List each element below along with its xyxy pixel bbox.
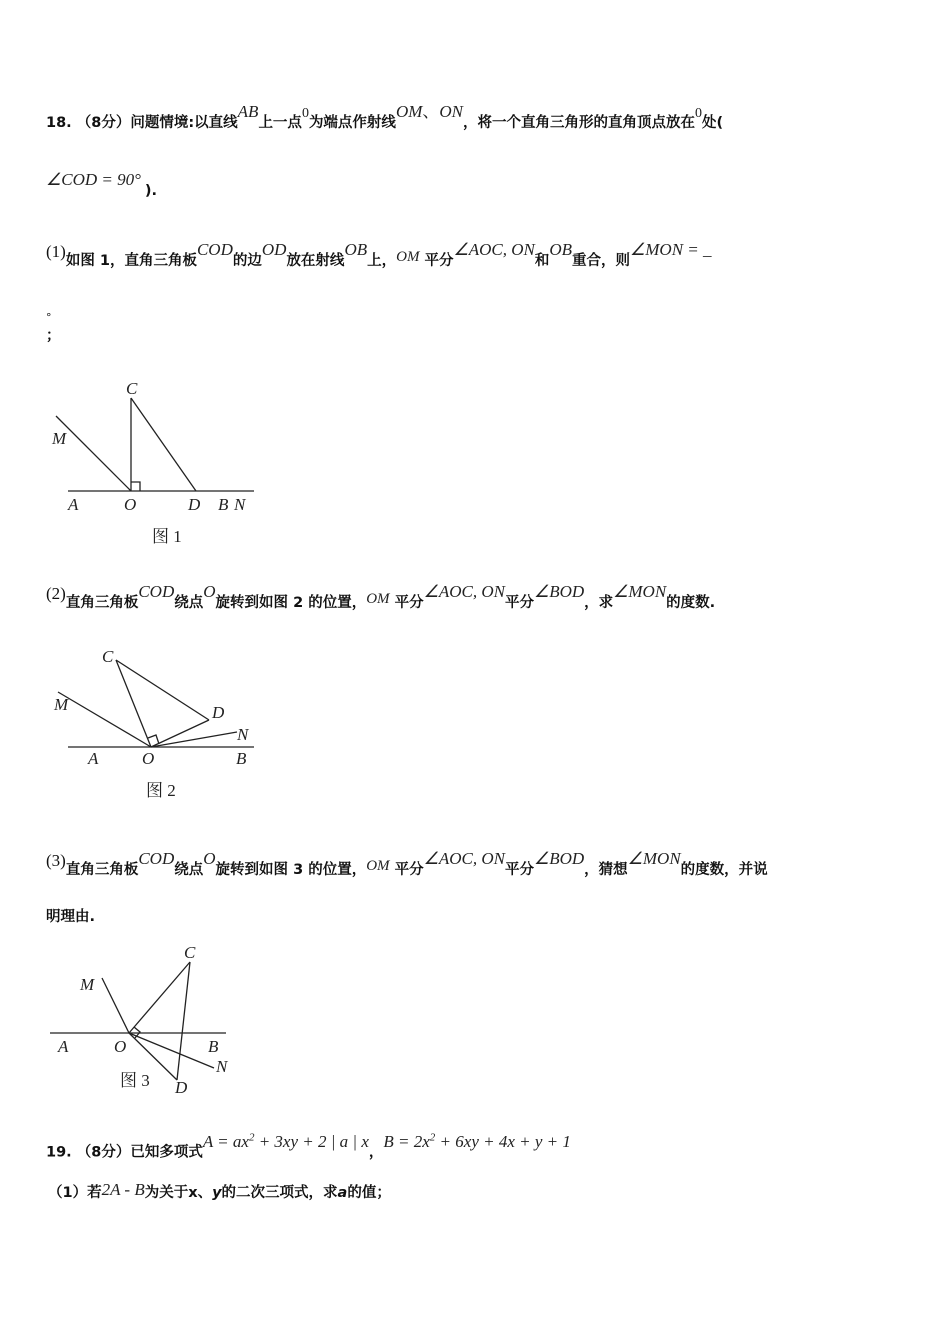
part-text: ，求 (584, 595, 614, 611)
score: （8分） (76, 1144, 131, 1161)
segment-oc (129, 962, 190, 1033)
label-m: M (80, 975, 95, 994)
math-aoc: ∠AOC, ON (423, 849, 505, 868)
ray-on (151, 732, 237, 747)
label-c: C (102, 647, 114, 666)
intro-text: 已知多项式 (130, 1144, 203, 1161)
caption-fig2: 图 2 (146, 781, 176, 800)
label-d: D (175, 1078, 188, 1097)
poly-a (203, 1132, 369, 1151)
part-text: 直角三角板 (65, 862, 139, 878)
part-text: 和 (534, 253, 550, 269)
intro-text: 上一点 (258, 115, 302, 131)
math-o: 0 (301, 106, 309, 121)
degree-mark: ° (46, 311, 52, 324)
poly-b-rest: + 6xy + 4x + y + 1 (435, 1131, 571, 1151)
label-c: C (126, 379, 138, 398)
caption-fig3: 图 3 (120, 1071, 150, 1090)
part-text: 、 (197, 1185, 213, 1201)
segment-cd (177, 962, 190, 1080)
var-x: x (188, 1185, 198, 1201)
part-label: (1) (46, 242, 66, 261)
part-text: 平分 (394, 862, 424, 878)
poly-b-lhs: B = 2x (383, 1131, 430, 1151)
math-o: O (203, 582, 216, 601)
ray-om (56, 416, 131, 491)
var-a: a (337, 1185, 348, 1201)
math-mon: ∠MON (627, 849, 681, 868)
part-text: 平分 (504, 595, 534, 611)
label-d: D (188, 495, 201, 514)
math-o: 0 (695, 106, 703, 121)
q18-part3 (46, 849, 768, 880)
math-mon: ∠MON (613, 582, 667, 601)
q18-part2 (46, 582, 716, 613)
part-text: 平分 (394, 595, 424, 611)
math-ab: AB (237, 102, 259, 121)
math-o: O (203, 849, 216, 868)
math-angle-cod: ∠COD = 90° (46, 170, 141, 189)
segment-cd (116, 660, 209, 720)
intro-text: ，将一个直角三角形的直角顶点放在 (463, 115, 696, 131)
part-text: 的度数，并说 (680, 862, 768, 878)
intro-text: ， (368, 1144, 384, 1161)
segment-od (151, 720, 209, 747)
part-text: 旋转到如图 2 的位置， (215, 595, 367, 611)
label-a: A (68, 495, 79, 514)
math-om: OM (366, 591, 390, 607)
label-b: B (218, 495, 229, 514)
part-text: 如图 1，直角三角板 (65, 253, 197, 269)
score: （8分） (76, 115, 131, 131)
figure-1 (44, 372, 264, 552)
q18-angle-line (46, 170, 158, 201)
part-text: 绕点 (174, 595, 204, 611)
math-od: OD (261, 240, 287, 259)
q18-intro-line (46, 102, 724, 134)
intro-text: 、 (422, 102, 440, 121)
math-om: OM (395, 102, 423, 121)
intro-text: 问题情境:以直线 (130, 115, 238, 131)
q18-part1 (46, 240, 712, 271)
math-ob: OB (344, 240, 368, 259)
poly-a-exp: 2 (248, 1131, 255, 1143)
math-cod: COD (138, 849, 175, 868)
segment-cd (131, 398, 196, 491)
ray-om (58, 692, 151, 747)
part-text: ，猜想 (584, 862, 628, 878)
math-bod: ∠BOD (533, 849, 585, 868)
part-text: 平分 (424, 253, 454, 269)
part-text: 的二次三项式，求 (221, 1185, 338, 1201)
part-text: 的度数. (666, 595, 716, 611)
poly-b (383, 1132, 570, 1151)
right-angle-mark (131, 482, 140, 491)
math-aoc: ∠AOC, ON (453, 240, 535, 259)
part-text: 重合，则 (572, 253, 631, 269)
semicolon: ； (46, 328, 61, 344)
part-label: (3) (46, 851, 66, 870)
part-text: 直角三角板 (65, 595, 139, 611)
caption-fig1: 图 1 (152, 527, 182, 546)
part-text: 的值； (347, 1185, 391, 1201)
q19-intro-line (46, 1131, 571, 1163)
math-on: ON (439, 102, 464, 121)
math-om: OM (396, 249, 420, 265)
var-y: y (212, 1185, 222, 1201)
math-cod: COD (138, 582, 175, 601)
math-aoc: ∠AOC, ON (423, 582, 505, 601)
part-text: 上， (367, 253, 397, 269)
intro-text: 为端点作射线 (308, 115, 396, 131)
label-o: O (142, 749, 155, 768)
part-text: 绕点 (174, 862, 204, 878)
math-cod: COD (196, 240, 233, 259)
math-2a-b: 2A - B (101, 1180, 145, 1199)
label-a: A (58, 1037, 69, 1056)
label-o: O (124, 495, 137, 514)
part-text: 的边 (232, 253, 262, 269)
label-b: B (236, 749, 247, 768)
part-text: 平分 (504, 862, 534, 878)
q19-part1 (48, 1182, 391, 1203)
part-label: (2) (46, 584, 66, 603)
label-d: D (212, 703, 225, 722)
math-mon: ∠MON = _ (630, 240, 712, 259)
label-m: M (52, 429, 67, 448)
math-om: OM (366, 858, 390, 874)
label-c: C (184, 943, 196, 962)
ray-on (129, 1033, 214, 1068)
label-n: N (216, 1057, 228, 1076)
label-m: M (54, 695, 69, 714)
intro-text: 处( (702, 115, 724, 131)
poly-a-rest: + 3xy + 2 | a | x (254, 1131, 369, 1151)
q18-part3-cont: 明理由. (46, 909, 96, 925)
poly-b-exp: 2 (429, 1131, 436, 1143)
part-text: 为关于 (144, 1185, 189, 1201)
label-o: O (114, 1037, 127, 1056)
label-b: B (208, 1037, 219, 1056)
poly-a-lhs: A = ax (202, 1131, 249, 1151)
label-a: A (88, 749, 99, 768)
math-ob: OB (549, 240, 573, 259)
part-text: 放在射线 (286, 253, 345, 269)
math-bod: ∠BOD (533, 582, 585, 601)
question-number: 18. (46, 115, 72, 131)
label-n: N (234, 495, 246, 514)
label-n: N (237, 725, 249, 744)
intro-text: ). (144, 183, 158, 199)
question-number: 19. (46, 1144, 72, 1161)
ray-om (102, 978, 129, 1033)
figure-3 (44, 940, 244, 1100)
part-text: 旋转到如图 3 的位置， (215, 862, 367, 878)
segment-oc (116, 660, 151, 747)
figure-2 (44, 640, 264, 810)
part-label: （1）若 (48, 1185, 102, 1201)
